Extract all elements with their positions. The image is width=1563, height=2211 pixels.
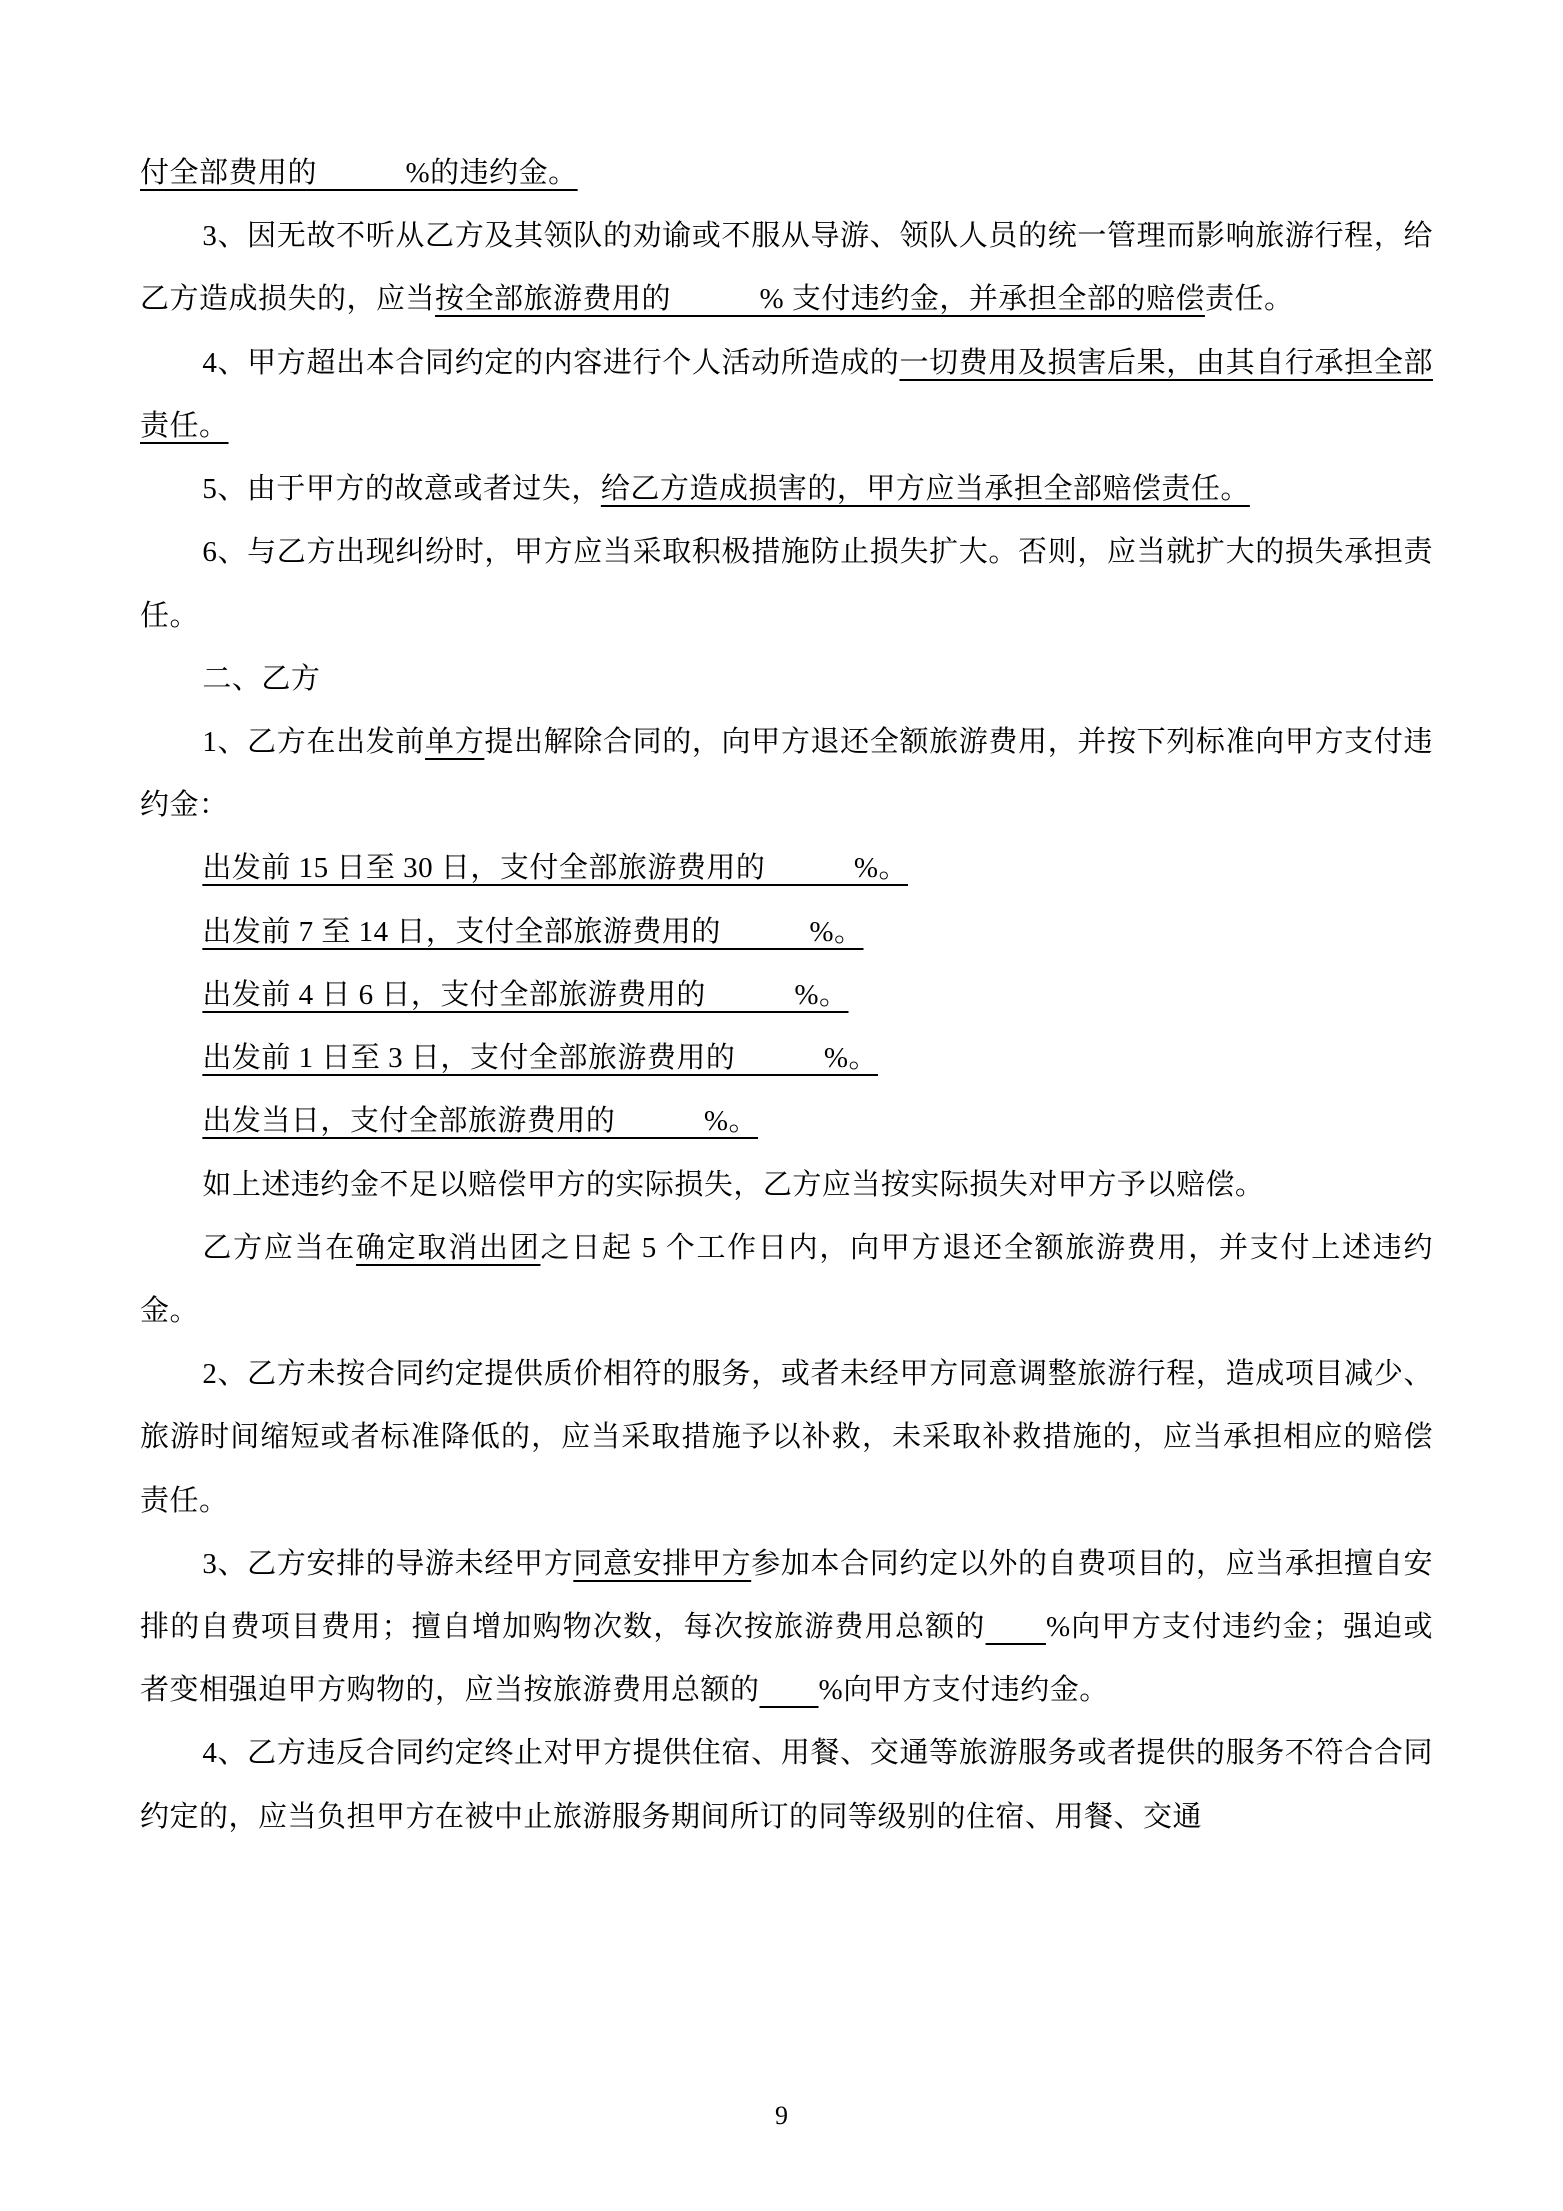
underlined-text-run bbox=[986, 1611, 1046, 1643]
underlined-text-run: 出发当日，支付全部旅游费用的 %。 bbox=[202, 1105, 759, 1138]
paragraph bbox=[140, 332, 1433, 458]
paragraph bbox=[140, 711, 1433, 837]
document-body bbox=[140, 142, 1433, 1849]
text-run: 参加本合同约定以外的自费项目的，应当承担擅自安排的自费项目费用；擅自增加购物次数，每次按旅游费用总额的 bbox=[140, 1547, 1433, 1644]
paragraph bbox=[140, 1217, 1433, 1343]
text-run: 提出解除合同的，向甲方退还全额旅游费用，并按下列标准向甲方支付违约金： bbox=[140, 725, 1433, 822]
paragraph bbox=[140, 837, 1433, 900]
page-number: 9 bbox=[775, 2101, 788, 2130]
underlined-text-run: 按全部旅游费用的 % 支付违约金，并承担全部的赔偿 bbox=[435, 283, 1205, 316]
paragraph bbox=[140, 1343, 1433, 1533]
text-run: %向甲方支付违约金。 bbox=[818, 1674, 1109, 1707]
paragraph bbox=[140, 648, 1433, 711]
underlined-text-run: 出发前 7 至 14 日，支付全部旅游费用的 %。 bbox=[202, 915, 864, 948]
underlined-text-run: 同意安排甲方 bbox=[573, 1547, 752, 1580]
underlined-text-run bbox=[760, 1674, 819, 1706]
text-run: 3、乙方安排的导游未经甲方 bbox=[202, 1547, 574, 1580]
paragraph bbox=[140, 458, 1433, 521]
paragraph bbox=[140, 205, 1433, 331]
text-run: 之日起 5 个工作日内，向甲方退还全额旅游费用，并支付上述违约金。 bbox=[140, 1231, 1433, 1327]
paragraph bbox=[140, 964, 1433, 1027]
underlined-text-run: 一切费用及损害后果，由其自行承担全部责任。 bbox=[140, 346, 1433, 442]
paragraph bbox=[140, 1533, 1433, 1723]
text-run: 6、与乙方出现纠纷时，甲方应当采取积极措施防止损失扩大。否则，应当就扩大的损失承担责任。 bbox=[140, 536, 1433, 632]
text-run: 3、因无故不听从乙方及其领队的劝谕或不服从导游、领队人员的统一管理而影响旅游行程，给乙方造成损失的，应当 bbox=[140, 220, 1433, 316]
underlined-text-run: 出发前 15 日至 30 日，支付全部旅游费用的 %。 bbox=[202, 852, 909, 885]
text-run: 责任。 bbox=[1204, 283, 1294, 316]
text-run: 如上述违约金不足以赔偿甲方的实际损失，乙方应当按实际损失对甲方予以赔偿。 bbox=[202, 1168, 1265, 1201]
text-run: 乙方应当在 bbox=[202, 1231, 357, 1264]
underlined-text-run: 单方 bbox=[425, 725, 485, 758]
underlined-text-run: 出发前 1 日至 3 日，支付全部旅游费用的 %。 bbox=[202, 1042, 879, 1075]
text-run: 二、乙方 bbox=[202, 662, 321, 695]
text-run: 5、由于甲方的故意或者过失， bbox=[202, 473, 601, 506]
paragraph bbox=[140, 1722, 1433, 1848]
text-run: 1、乙方在出发前 bbox=[202, 725, 426, 758]
underlined-text-run: 付全部费用的 %的违约金。 bbox=[140, 157, 578, 189]
paragraph bbox=[140, 1154, 1433, 1217]
paragraph bbox=[140, 1027, 1433, 1090]
underlined-text-run: 确定取消出团 bbox=[356, 1231, 541, 1264]
text-run: 2、乙方未按合同约定提供质价相符的服务，或者未经甲方同意调整旅游行程，造成项目减少、旅游时间缩短或者标准降低的，应当采取措施予以补救，未采取补救措施的，应当承担相应的赔偿责任。 bbox=[140, 1358, 1433, 1517]
underlined-text-run: 出发前 4 日 6 日，支付全部旅游费用的 %。 bbox=[202, 978, 849, 1011]
underlined-text-run: 给乙方造成损害的，甲方应当承担全部赔偿责任。 bbox=[600, 473, 1250, 506]
paragraph bbox=[140, 901, 1433, 964]
text-run: 4、甲方超出本合同约定的内容进行个人活动所造成的 bbox=[202, 346, 900, 379]
paragraph bbox=[140, 1090, 1433, 1153]
text-run: %向甲方支付违约金；强迫或者变相强迫甲方购物的，应当按旅游费用总额的 bbox=[140, 1611, 1433, 1707]
paragraph bbox=[140, 521, 1433, 647]
paragraph bbox=[140, 142, 1433, 205]
text-run: 4、乙方违反合同约定终止对甲方提供住宿、用餐、交通等旅游服务或者提供的服务不符合合同约定的，应当负担甲方在被中止旅游服务期间所订的同等级别的住宿、用餐、交通 bbox=[140, 1737, 1433, 1833]
